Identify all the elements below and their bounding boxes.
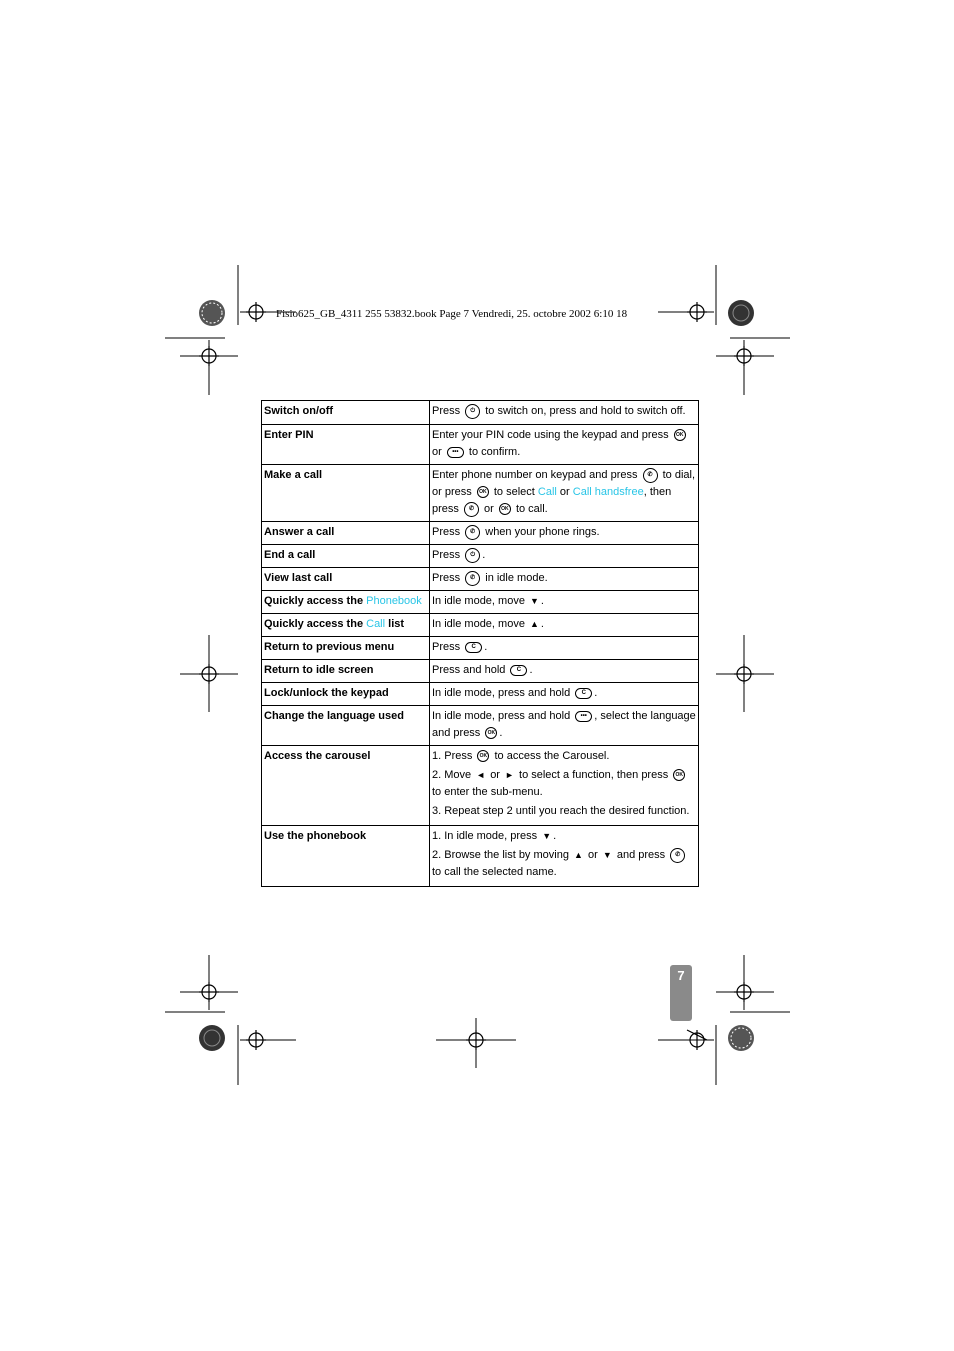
- menu-key-icon: •••: [447, 447, 464, 458]
- list-item: 1. Press OK to access the Carousel.: [432, 750, 610, 762]
- menu-option-call: Call: [366, 618, 386, 630]
- menu-option-phonebook: Phonebook: [366, 595, 422, 607]
- row-description: Press ✆ when your phone rings.: [430, 522, 699, 545]
- list-item: 3. Repeat step 2 until you reach the desired function.: [432, 805, 690, 817]
- row-description: Enter your PIN code using the keypad and press OK or ••• to confirm.: [430, 425, 699, 465]
- table-row: [262, 401, 699, 425]
- down-arrow-icon: ▼: [542, 831, 552, 841]
- left-arrow-icon: ◄: [476, 770, 486, 780]
- row-description: In idle mode, move ▲ .: [430, 614, 699, 637]
- table-row: [262, 591, 699, 614]
- ok-key-icon: OK: [485, 727, 497, 739]
- row-label: Quickly access the Call list: [262, 614, 430, 637]
- row-label: Access the carousel: [262, 746, 430, 826]
- ok-key-icon: OK: [499, 503, 511, 515]
- table-row: [262, 465, 699, 522]
- ok-key-icon: OK: [477, 750, 489, 762]
- list-item: 1. In idle mode, press ▼ .: [432, 830, 557, 842]
- print-header: Fisio625_GB_4311 255 53832.book Page 7 Vendredi, 25. octobre 2002 6:10 18: [276, 308, 628, 320]
- up-arrow-icon: ▲: [574, 850, 583, 860]
- power-key-icon: ⏻: [465, 404, 480, 419]
- page-number: 7: [677, 968, 685, 983]
- table-row: [262, 568, 699, 591]
- menu-option-call-handsfree: Call handsfree: [572, 486, 644, 498]
- row-label: Quickly access the Phonebook: [262, 591, 430, 614]
- menu-option-call: Call: [537, 486, 557, 498]
- row-label: Answer a call: [262, 522, 430, 545]
- list-item: 2. Browse the list by moving ▲ or ▼ and press ✆ to call the selected name.: [432, 847, 696, 881]
- row-label: Return to idle screen: [262, 660, 430, 683]
- table-row: [262, 425, 699, 465]
- row-label: Use the phonebook: [262, 826, 430, 887]
- call-key-icon: ✆: [670, 848, 685, 863]
- down-arrow-icon: ▼: [602, 850, 612, 860]
- row-description: Press C .: [430, 637, 699, 660]
- row-label: Enter PIN: [262, 425, 430, 465]
- row-label: End a call: [262, 545, 430, 568]
- call-key-icon: ✆: [643, 468, 658, 483]
- table-row: [262, 660, 699, 683]
- clear-key-icon: C: [575, 688, 592, 699]
- table-row: [262, 522, 699, 545]
- power-key-icon: ⏻: [465, 548, 480, 563]
- ok-key-icon: OK: [674, 429, 686, 441]
- table-row: [262, 637, 699, 660]
- clear-key-icon: C: [465, 642, 482, 653]
- down-arrow-icon: ▼: [530, 596, 539, 606]
- quick-reference-table: [261, 400, 699, 887]
- row-description: Press and hold C .: [430, 660, 699, 683]
- right-arrow-icon: ►: [505, 770, 514, 780]
- row-label: Make a call: [262, 465, 430, 522]
- row-description: Press ✆ in idle mode.: [430, 568, 699, 591]
- ok-key-icon: OK: [477, 486, 489, 498]
- row-description: Press ⏻ .: [430, 545, 699, 568]
- table-row: [262, 746, 699, 826]
- row-label: Lock/unlock the keypad: [262, 683, 430, 706]
- table-row: [262, 614, 699, 637]
- carousel-steps: [432, 748, 696, 820]
- list-item: 2. Move ◄ or ► to select a function, then press OK to enter the sub-menu.: [432, 767, 696, 801]
- menu-key-icon: •••: [575, 711, 592, 722]
- row-description: [430, 826, 699, 887]
- row-description: In idle mode, press and hold C .: [430, 683, 699, 706]
- table-row: [262, 545, 699, 568]
- table-row: [262, 826, 699, 887]
- call-key-icon: ✆: [465, 525, 480, 540]
- clear-key-icon: C: [510, 665, 527, 676]
- row-description: Press ⏻ to switch on, press and hold to switch off.: [430, 401, 699, 425]
- row-description: In idle mode, press and hold ••• , select the language and press OK .: [430, 706, 699, 746]
- ok-key-icon: OK: [673, 769, 685, 781]
- phonebook-steps: [432, 828, 696, 881]
- row-description: Enter phone number on keypad and press ✆ to dial, or press OK to select Call or Call handsfree, then press ✆ or OK to call.: [430, 465, 699, 522]
- row-label: Return to previous menu: [262, 637, 430, 660]
- call-key-icon: ✆: [464, 502, 479, 517]
- row-description: [430, 746, 699, 826]
- row-label: View last call: [262, 568, 430, 591]
- call-key-icon: ✆: [465, 571, 480, 586]
- row-label: Switch on/off: [262, 401, 430, 425]
- page-number-tab: [670, 965, 692, 1021]
- table-row: [262, 706, 699, 746]
- row-label: Change the language used: [262, 706, 430, 746]
- table-row: [262, 683, 699, 706]
- row-description: In idle mode, move ▼ .: [430, 591, 699, 614]
- up-arrow-icon: ▲: [530, 619, 539, 629]
